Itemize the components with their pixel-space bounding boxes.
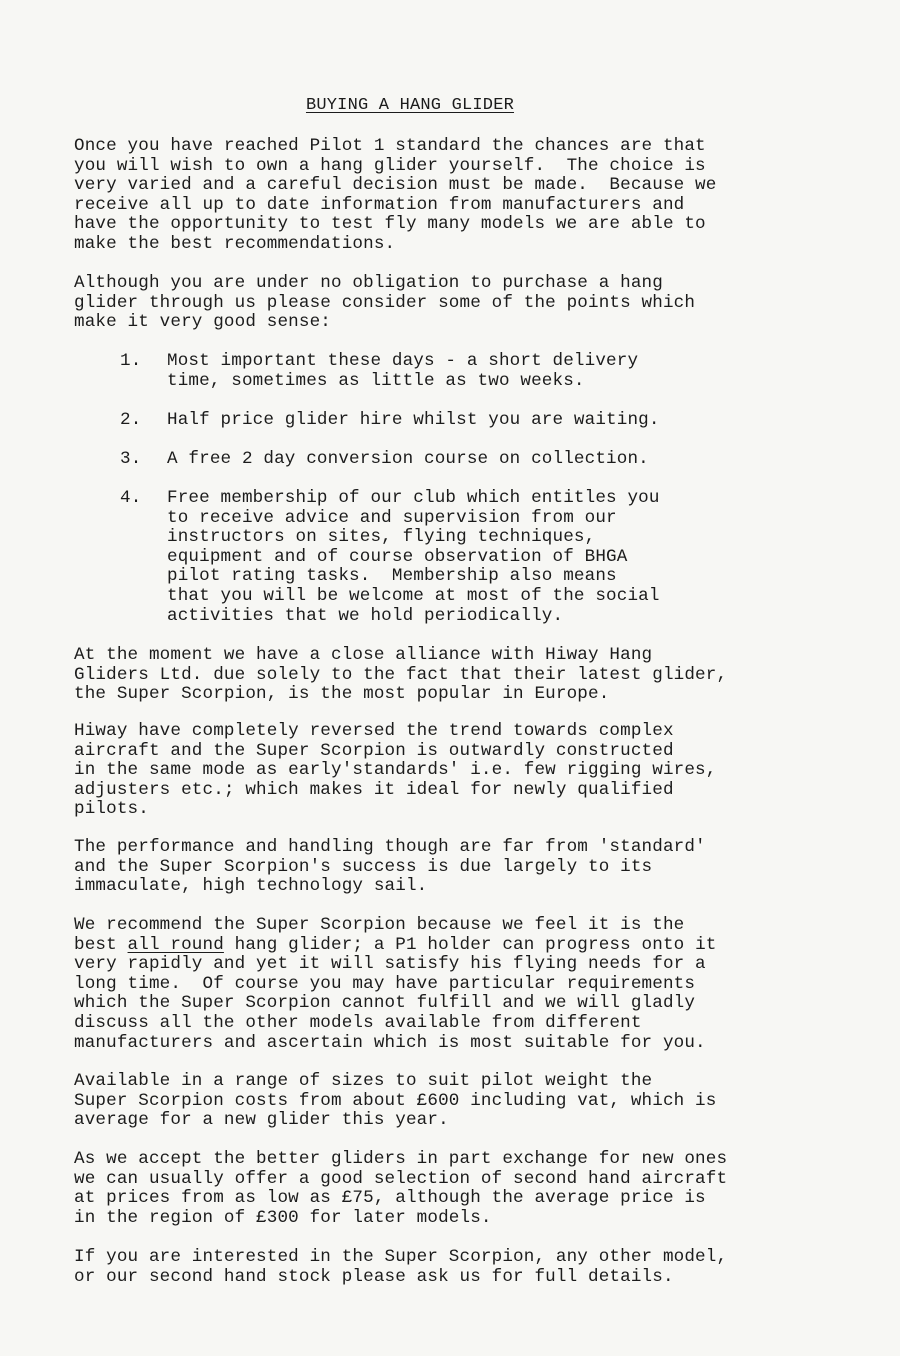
list-item-number: 2. (120, 410, 142, 430)
list-item-text: A free 2 day conversion course on collection. (167, 449, 649, 469)
sizes-paragraph: Available in a range of sizes to suit pilot weight the Super Scorpion costs from about £600 including vat, which is average for a new glider this year. (74, 1071, 717, 1131)
recommend-line-2-start: best (74, 934, 128, 955)
recommend-line-1: We recommend the Super Scorpion because we feel it is the (74, 915, 685, 935)
hiway-paragraph: Hiway have completely reversed the trend towards complex aircraft and the Super Scorpion is outwardly constructed in the same mode as early'standards' i.e. few rigging wires, adjusters etc.; which makes it ideal for newly qualified pilots. (74, 721, 717, 820)
recommend-rest: very rapidly and yet it will satisfy his flying needs for a long time. Of course you may have particular requirements which the Super Scorpion cannot fulfill and we will gladly discuss all the other models available from different manufacturers and ascertain which is most suitable for you. (74, 954, 706, 1053)
recommend-line-2-end: hang glider; a P1 holder can progress onto it (223, 934, 717, 955)
recommend-paragraph (74, 916, 804, 1053)
underlined-phrase: all round (127, 934, 224, 955)
intro-paragraph: Once you have reached Pilot 1 standard the chances are that you will wish to own a hang glider yourself. The choice is very varied and a careful decision must be made. Because we receive all up to date information from manufacturers and have the opportunity to test fly many models we are able to make the best recommendations. (74, 136, 717, 254)
obligation-paragraph: Although you are under no obligation to purchase a hang glider through us please consider some of the points which make it very good sense: (74, 273, 696, 333)
list-item-text: Free membership of our club which entitles you to receive advice and supervision from our instructors on sites, flying techniques, equipment and of course observation of BHGA pilot rating tasks. Membership also means that you will be welcome at most of the social activities that we hold periodically. (167, 488, 660, 626)
performance-paragraph: The performance and handling though are far from 'standard' and the Super Scorpion's success is due largely to its immaculate, high technology sail. (74, 837, 706, 897)
closing-paragraph: If you are interested in the Super Scorpion, any other model, or our second hand stock please ask us for full details. (74, 1247, 728, 1287)
list-item-text: Most important these days - a short delivery time, sometimes as little as two weeks. (167, 351, 639, 391)
list-item-text: Half price glider hire whilst you are waiting. (167, 410, 660, 430)
document-title: BUYING A HANG GLIDER (305, 96, 515, 115)
alliance-paragraph: At the moment we have a close alliance with Hiway Hang Gliders Ltd. due solely to the fact that their latest glider, the Super Scorpion, is the most popular in Europe. (74, 645, 728, 705)
list-item-number: 1. (120, 351, 142, 371)
list-item-number: 3. (120, 449, 142, 469)
exchange-paragraph: As we accept the better gliders in part exchange for new ones we can usually offer a good selection of second hand aircraft at prices from as low as £75, although the average price is in the region of £300 for later models. (74, 1149, 728, 1228)
list-item-number: 4. (120, 488, 142, 508)
